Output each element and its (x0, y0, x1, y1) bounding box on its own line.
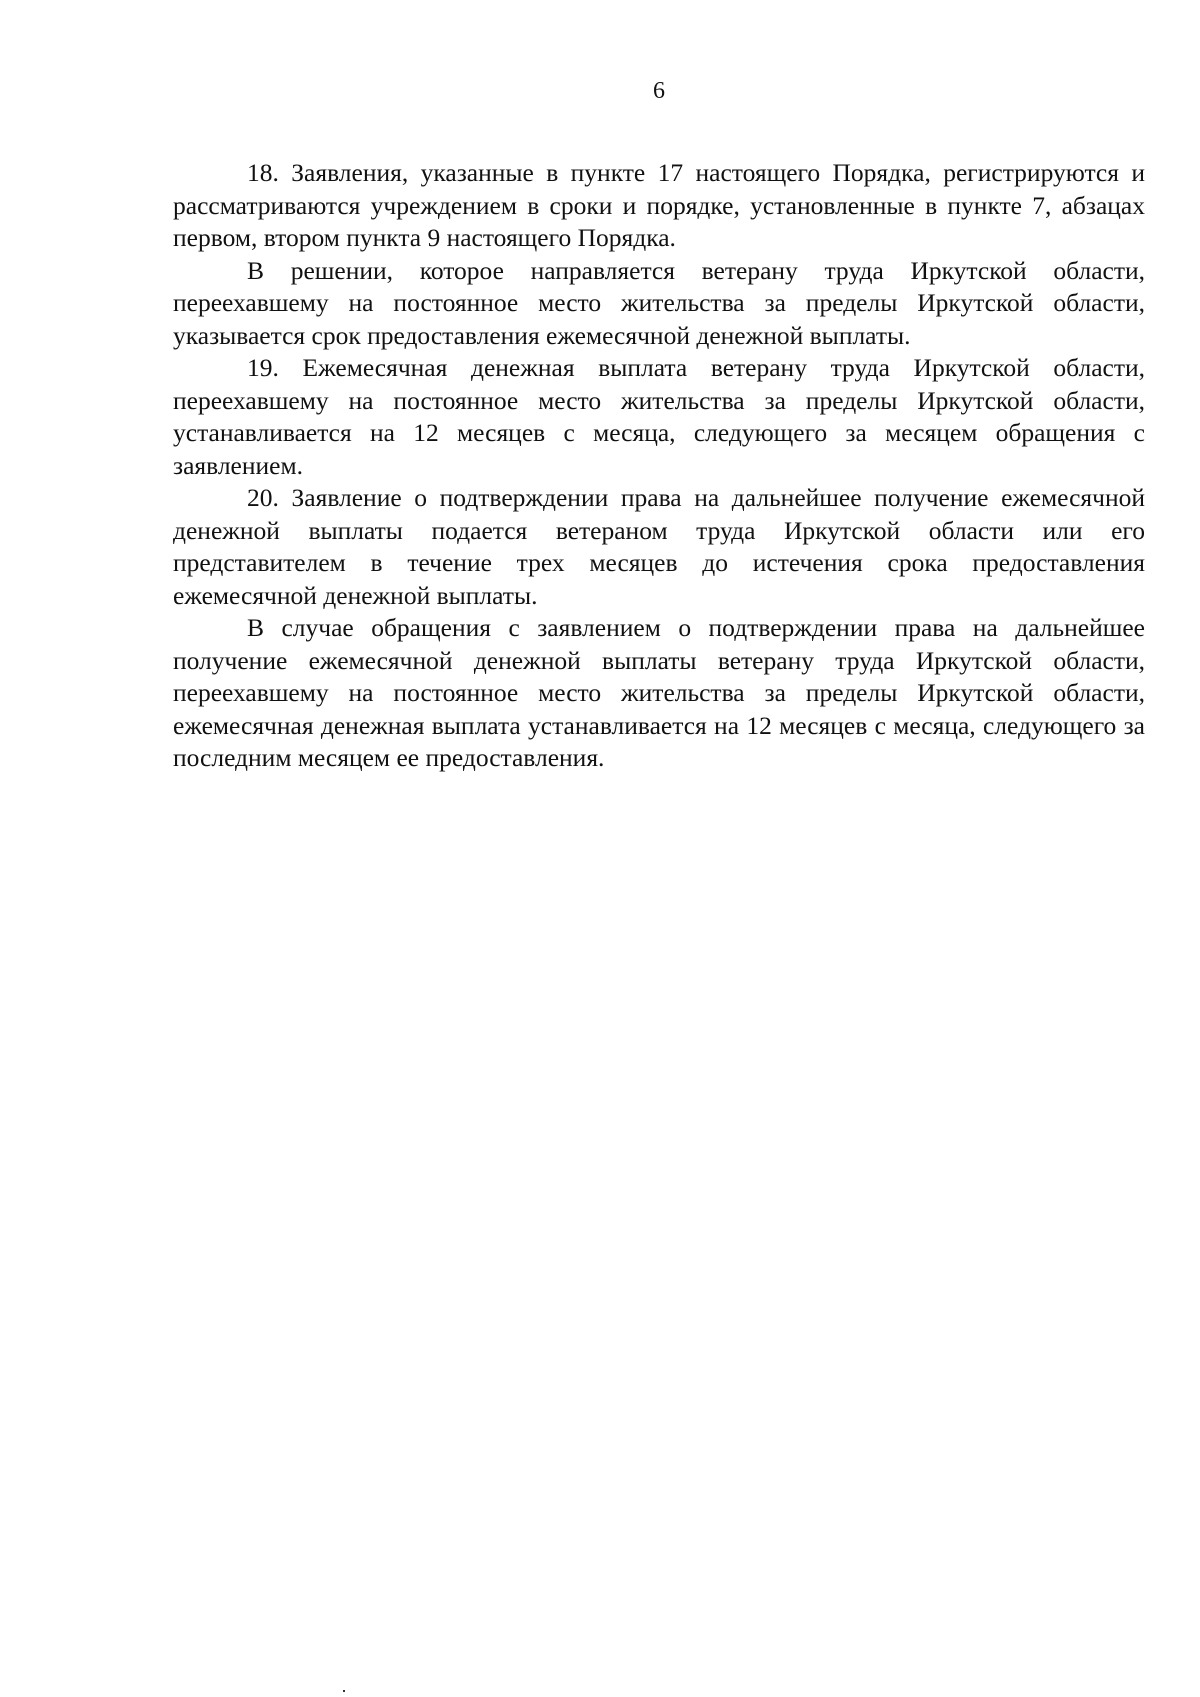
paragraph-19: 19. Ежемесячная денежная выплата ветерану труда Иркутской области, переехавшему на постоянное место жительства за пределы Иркутской области, устанавливается на 12 месяцев с месяца, следующего за месяцем обращения с заявлением. (173, 353, 1145, 480)
paragraph-20: 20. Заявление о подтверждении права на дальнейшее получение ежемесячной денежной выплаты подается ветераном труда Иркутской области или его представителем в течение трех месяцев до истечения срока предоставления ежемесячной денежной выплаты. (173, 483, 1145, 610)
paragraph-20-confirmation: В случае обращения с заявлением о подтверждении права на дальнейшее получение ежемесячной денежной выплаты ветерану труда Иркутской области, переехавшему на постоянное место жительства за пределы Иркутской области, ежемесячная денежная выплата устанавливается на 12 месяцев с месяца, следующего за последним месяцем ее предоставления. (173, 613, 1145, 772)
paragraph-18-decision: В решении, которое направляется ветерану труда Иркутской области, переехавшему на постоянное место жительства за пределы Иркутской области, указывается срок предоставления ежемесячной денежной выплаты. (173, 255, 1145, 350)
page-number: 6 (653, 78, 665, 104)
document-body (173, 157, 1145, 775)
paragraph-18: 18. Заявления, указанные в пункте 17 настоящего Порядка, регистрируются и рассматриваются учреждением в сроки и порядке, установленные в пункте 7, абзацах первом, втором пункта 9 настоящего Порядка. (173, 158, 1145, 252)
scan-artifact-dot (343, 1690, 345, 1692)
